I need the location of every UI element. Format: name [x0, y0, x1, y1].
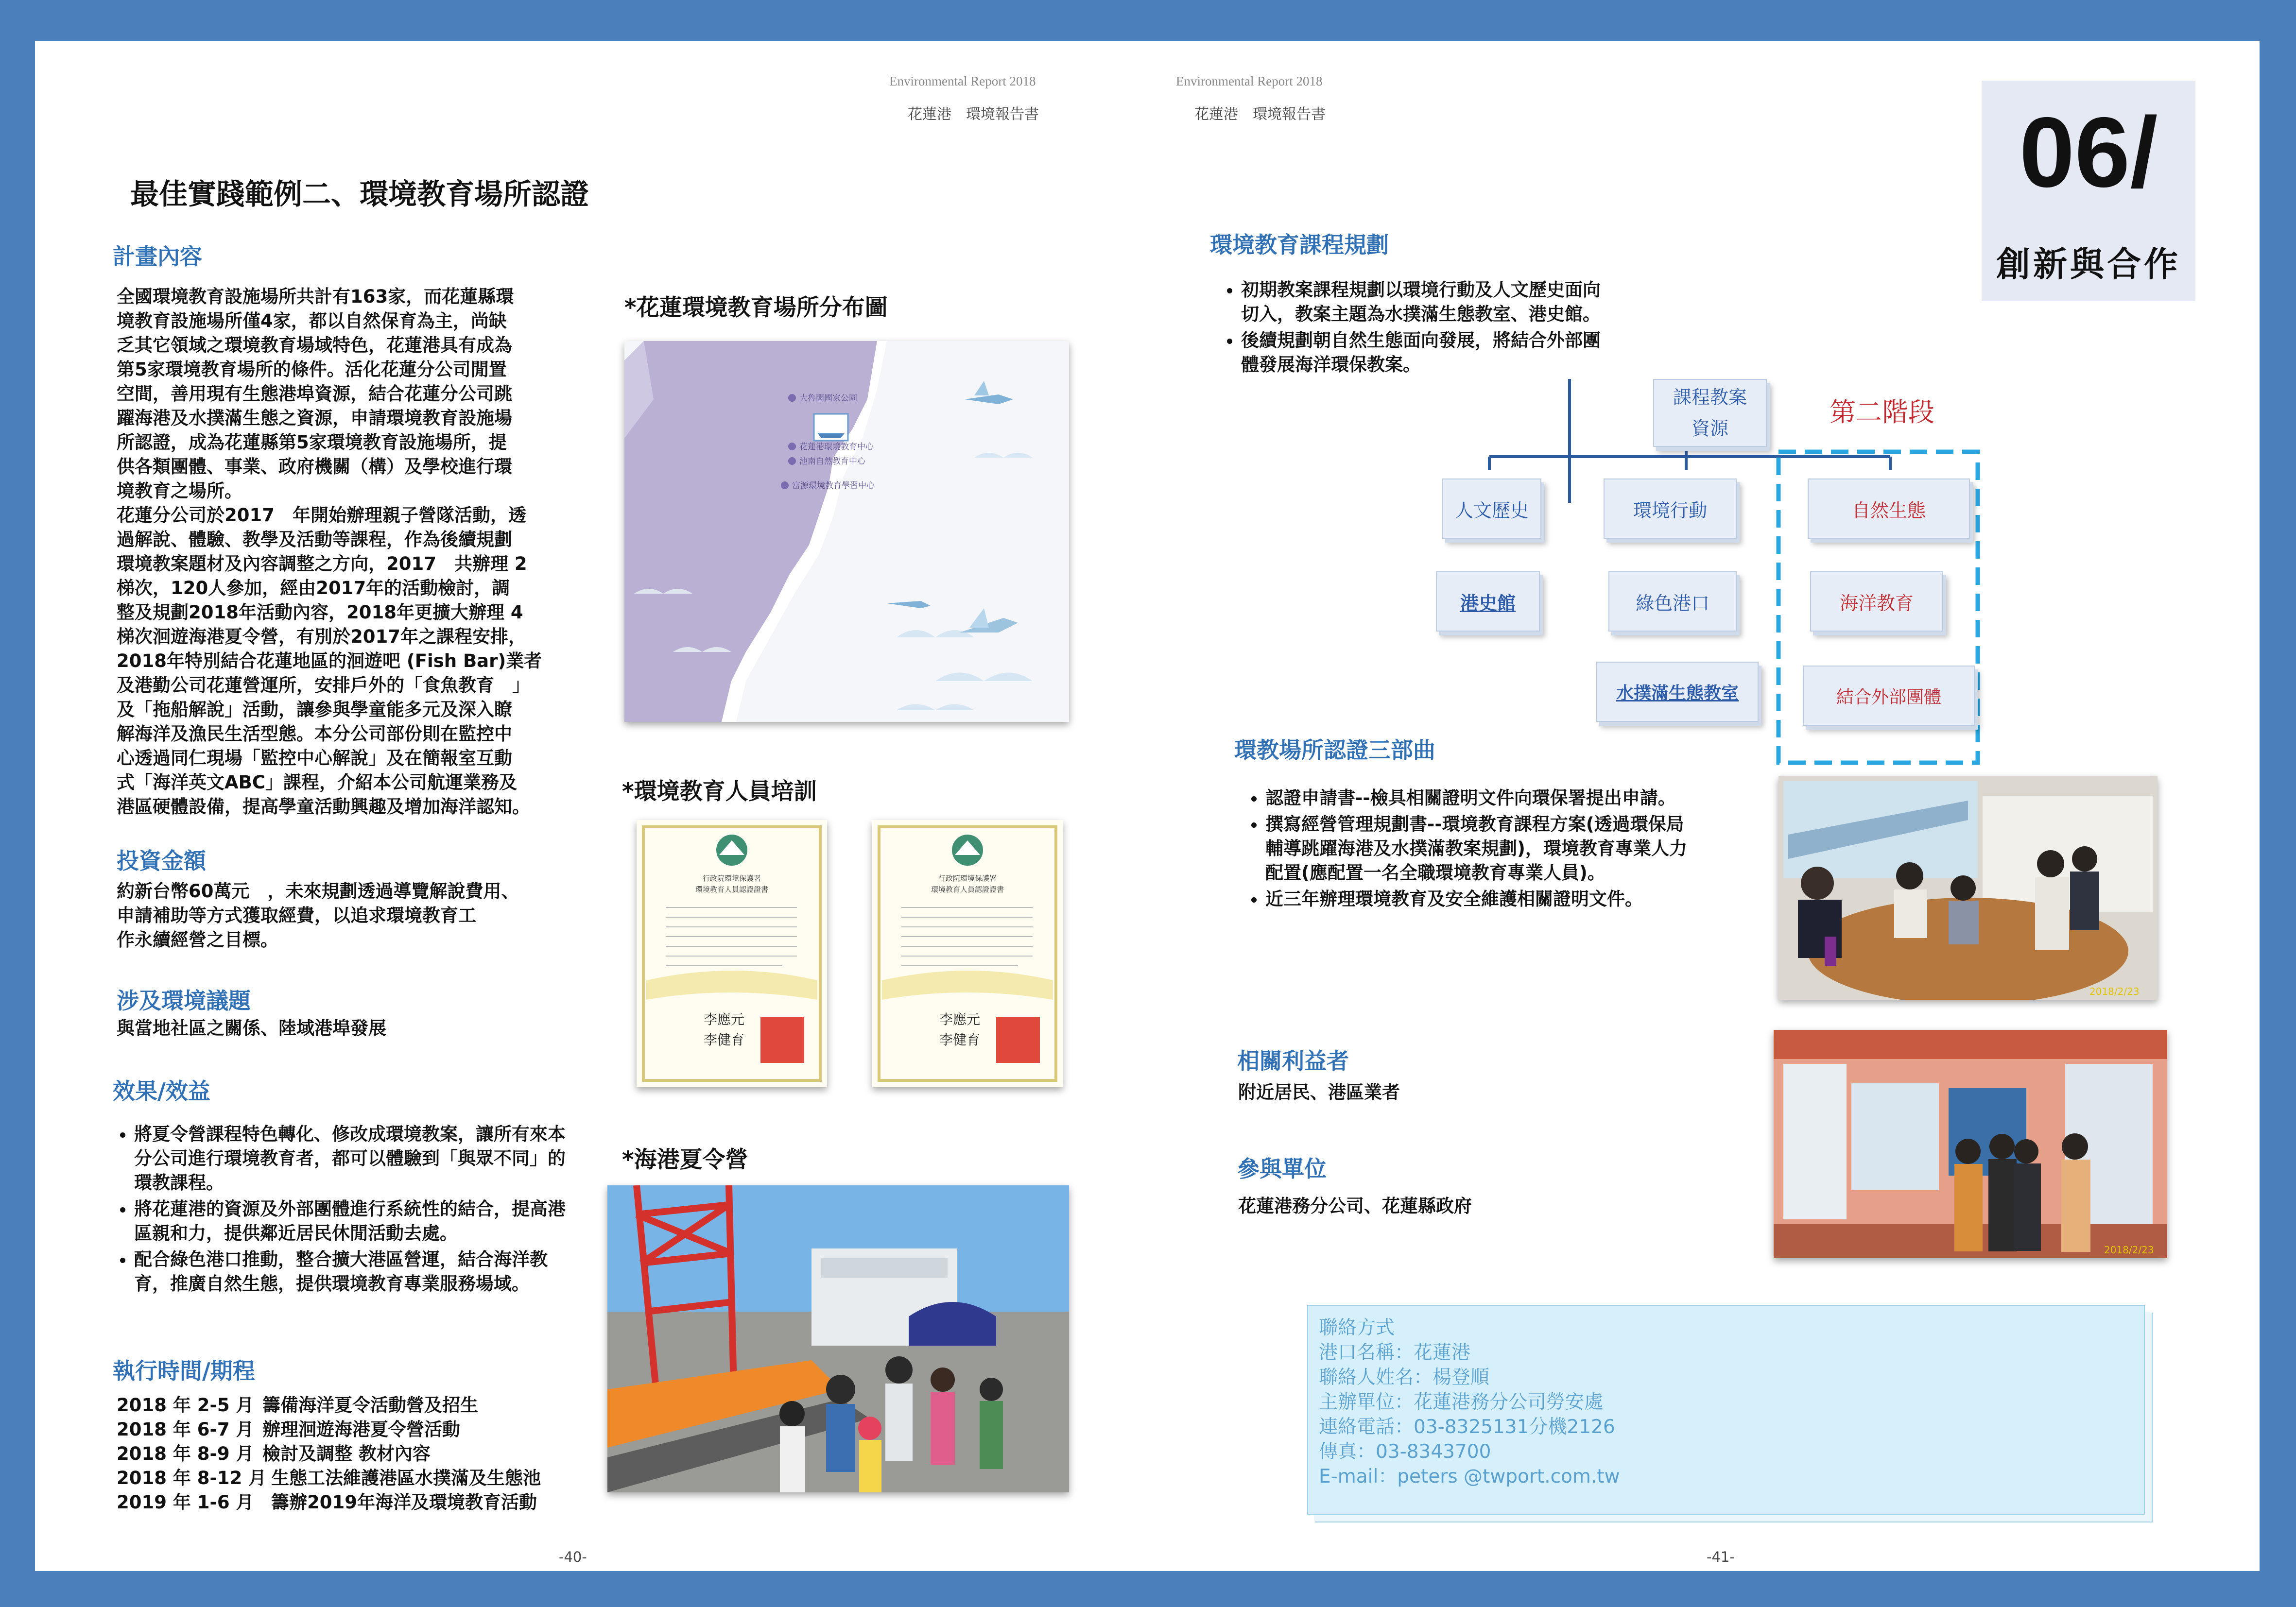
schedule-heading: 執行時間/期程 [113, 1358, 255, 1384]
map-caption: *花蓮環境教育場所分布圖 [624, 294, 888, 321]
svg-text:李健育: 李健育 [939, 1032, 981, 1048]
header-zh-right: 花蓮港 環境報告書 [1194, 106, 1326, 123]
org-root-box [1653, 379, 1767, 447]
map-label: 池南自然教育中心 [799, 457, 865, 466]
header-en-left: Environmental Report 2018 [889, 74, 1036, 88]
svg-text:行政院環境保護署: 行政院環境保護署 [938, 874, 997, 883]
header-zh-left: 花蓮港 環境報告書 [908, 106, 1039, 123]
org-root-label: 課程教案資源 [1673, 387, 1747, 439]
participants-heading: 參與單位 [1237, 1156, 1327, 1182]
plan-text: 全國環境教育設施場所共計有163家，而花蓮縣環 境教育設施場所僅4家，都以自然保育為主，尚缺 乏其它領域之環境教育場域特色，花蓮港具有成為 第5家環境教育場所的條件。活化花蓮分公司閒置 空間，善用現有生態港埠資源，結合花蓮分公司跳 躍海港及水撲滿生態之資源，申請環境教育設施場 所認證，成為花蓮縣第5家環境教育設施場所，提 供各類團體、事業、政府機關（構）及學校進行環 境教育之場所。 花蓮分公司於2017 年開始辦理親子營隊活動，透 過解說、體驗、教學及活動等課程，作為後續規劃 環境教案題材及內容調整之方向，2017 共辦理 2 梯次，120人參加，經由2017年的活動檢討，調 整及規劃2018年活動內容，2018年更擴大辦理 4 梯次洄遊海港夏令營，有別於2017年之課程安排， 2018年特別結合花蓮地區的洄遊吧 (Fish Bar)業者 及港勤公司花蓮營運所，安排戶外的「食魚教育 」 及「拖船解說」活動，讓參與學童能多元及深入瞭 解海洋及漁民生活型態。本分公司部份則在監控中 心透過同仁現場「監控中心解說」及在簡報室互動 式「海洋英文ABC」課程，介紹本公司航運業務及 港區硬體設備，提高學童活動興趣及增加海洋認知。 [117, 286, 542, 817]
list-item: • 後續規劃朝自然生態面向發展，將結合外部團體發展海洋環保教案。 [1241, 328, 1608, 377]
map-label: 花蓮港環境教育中心 [799, 442, 874, 452]
course-heading: 環境教育課程規劃 [1210, 232, 1389, 258]
list-item: • 近三年辦理環境教育及安全維護相關證明文件。 [1265, 887, 1696, 911]
svg-text:李應元: 李應元 [703, 1011, 745, 1027]
map-label: 大魯閣國家公園 [799, 393, 857, 403]
contact-unit: 主辦單位：花蓮港務分公司勞安處 [1319, 1391, 1604, 1413]
org-box-history-museum: 港史館 [1436, 571, 1540, 632]
map-illustration [624, 341, 1069, 722]
map-label: 富源環境教育學習中心 [792, 481, 875, 491]
org-box-humanities: 人文歷史 [1442, 479, 1541, 539]
course-list [1210, 278, 1608, 379]
plan-heading: 計畫內容 [113, 243, 202, 270]
contact-port: 港口名稱：花蓮港 [1319, 1342, 1471, 1364]
org-box-ocean-education: 海洋教育 [1810, 571, 1943, 632]
photo-timestamp: 2018/2/23 [2089, 986, 2140, 997]
schedule-table: 2018 年 2-5 月 籌備海洋夏令活動營及招生 2018 年 6-7 月 辦理洄遊海港夏令營活動 2018 年 8-9 月 檢討及調整 教材內容 2018 年 8-12 月 生態工法維護港區水撲滿及生態池 2019 年 1-6 月 籌辦2019年海洋及環境教育活動 [117, 1395, 541, 1513]
meeting-photo [1778, 776, 2158, 1000]
photo-timestamp: 2018/2/23 [2104, 1244, 2154, 1256]
stakeholders-text: 附近居民、港區業者 [1238, 1082, 1400, 1103]
chapter-tab [1982, 81, 2195, 301]
list-item: • 配合綠色港口推動，整合擴大港區營運，結合海洋教育，推廣自然生態，提供環境教育專業服務場域。 [134, 1248, 579, 1296]
summer-camp-photo [607, 1185, 1069, 1492]
contact-person: 聯絡人姓名：楊登順 [1319, 1367, 1490, 1388]
cert-parts-heading: 環教場所認證三部曲 [1234, 737, 1435, 763]
investment-heading: 投資金額 [117, 848, 206, 874]
page-number-right: -41- [1707, 1549, 1735, 1565]
svg-text:李應元: 李應元 [939, 1011, 981, 1027]
org-box-external-groups: 結合外部團體 [1803, 666, 1975, 726]
list-item: • 撰寫經營管理規劃書--環境教育課程方案(透過環保局輔導跳躍海港及水撲滿教案規劃)，環境教育專業人力配置(應配置一名全職環境教育專業人員)。 [1265, 812, 1696, 885]
list-item: • 將花蓮港的資源及外部團體進行系統性的結合，提高港區親和力，提供鄰近居民休閒活動去處。 [134, 1197, 579, 1246]
svg-text:行政院環境保護署: 行政院環境保護署 [702, 874, 761, 883]
benefits-list [103, 1122, 579, 1298]
list-item: • 將夏令營課程特色轉化、修改成環境教案，讓所有來本分公司進行環境教育者，都可以體驗到「與眾不同」的環教課程。 [134, 1122, 579, 1195]
svg-text:環境教育人員認證證書: 環境教育人員認證證書 [931, 885, 1004, 894]
svg-text:環境教育人員認證證書: 環境教育人員認證證書 [695, 885, 769, 894]
header-en-right: Environmental Report 2018 [1176, 74, 1323, 88]
page-title: 最佳實踐範例二、環境教育場所認證 [130, 177, 589, 211]
contact-box [1307, 1305, 2145, 1515]
contact-fax: 傳真：03-8343700 [1319, 1441, 1491, 1463]
contact-title: 聯絡方式 [1319, 1317, 1395, 1339]
exhibition-photo [1774, 1030, 2167, 1258]
stakeholders-heading: 相關利益者 [1237, 1048, 1349, 1074]
certificate-image [637, 820, 827, 1087]
org-box-eco-classroom: 水撲滿生態教室 [1596, 662, 1759, 722]
contact-phone: 連絡電話：03-8325131分機2126 [1319, 1416, 1615, 1438]
phase-label: 第二階段 [1830, 397, 1934, 427]
contact-email[interactable]: E-mail：peters @twport.com.tw [1319, 1466, 1620, 1487]
org-box-green-port: 綠色港口 [1608, 571, 1737, 632]
investment-text: 約新台幣60萬元 ，未來規劃透過導覽解說費用、 申請補助等方式獲取經費，以追求環境教育工 作永續經營之目標。 [117, 881, 519, 950]
list-item: • 認證申請書--檢具相關證明文件向環保署提出申請。 [1265, 786, 1696, 810]
list-item: • 初期教案課程規劃以環境行動及人文歷史面向切入，教案主題為水撲滿生態教室、港史館。 [1241, 278, 1608, 326]
org-box-environment-action: 環境行動 [1604, 479, 1737, 539]
page-number-left: -40- [559, 1549, 587, 1565]
contact-lines [1319, 1316, 1620, 1489]
chapter-number: 06/ [2019, 97, 2158, 208]
chapter-title: 創新與合作 [1996, 244, 2181, 284]
distribution-map [624, 341, 1069, 722]
camp-caption: *海港夏令營 [622, 1146, 748, 1173]
benefits-heading: 效果/效益 [113, 1078, 210, 1104]
certificate-image [872, 820, 1063, 1087]
issues-text: 與當地社區之關係、陸域港埠發展 [117, 1018, 386, 1039]
issues-heading: 涉及環境議題 [117, 988, 251, 1014]
cert-parts-list [1234, 786, 1696, 913]
training-caption: *環境教育人員培訓 [622, 778, 817, 805]
org-box-nature: 自然生態 [1808, 479, 1970, 539]
svg-text:李健育: 李健育 [703, 1032, 745, 1048]
participants-text: 花蓮港務分公司、花蓮縣政府 [1238, 1196, 1472, 1216]
